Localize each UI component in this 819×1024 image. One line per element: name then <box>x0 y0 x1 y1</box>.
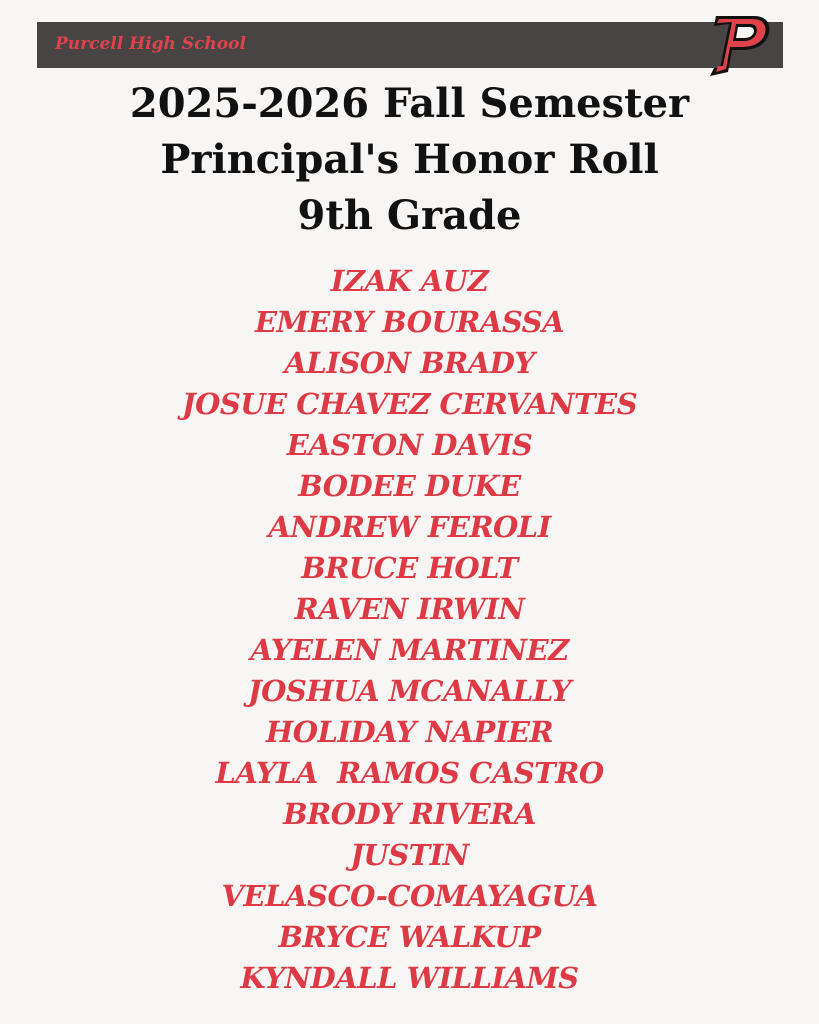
student-name: JOSUE CHAVEZ CERVANTES <box>181 387 638 421</box>
student-name: ANDREW FEROLI <box>268 510 551 544</box>
student-name: EMERY BOURASSA <box>254 305 565 339</box>
title-honor-roll: Principal's Honor Roll <box>160 136 659 183</box>
student-name: JOSHUA MCANALLY <box>247 674 572 708</box>
header-banner <box>37 22 783 68</box>
student-name: EASTON DAVIS <box>286 428 533 462</box>
student-name: BRUCE HOLT <box>301 551 518 585</box>
student-name: BRODY RIVERA <box>283 797 536 831</box>
title-grade: 9th Grade <box>297 192 522 239</box>
student-name: BODEE DUKE <box>298 469 521 503</box>
purcell-p-logo-icon <box>702 10 774 80</box>
title-block <box>0 76 819 244</box>
student-name: LAYLA RAMOS CASTRO <box>215 756 604 790</box>
student-name: BRYCE WALKUP <box>278 920 541 954</box>
student-name: VELASCO-COMAYAGUA <box>221 879 598 913</box>
honor-roll-list <box>0 261 819 999</box>
school-name: Purcell High School <box>55 34 246 54</box>
student-name: JUSTIN <box>350 838 469 872</box>
student-name: ALISON BRADY <box>284 346 535 380</box>
title-semester: 2025-2026 Fall Semester <box>129 80 690 127</box>
student-name: IZAK AUZ <box>330 264 489 298</box>
student-name: HOLIDAY NAPIER <box>265 715 554 749</box>
student-name: KYNDALL WILLIAMS <box>240 961 579 995</box>
student-name: RAVEN IRWIN <box>294 592 525 626</box>
student-name: AYELEN MARTINEZ <box>250 633 569 667</box>
